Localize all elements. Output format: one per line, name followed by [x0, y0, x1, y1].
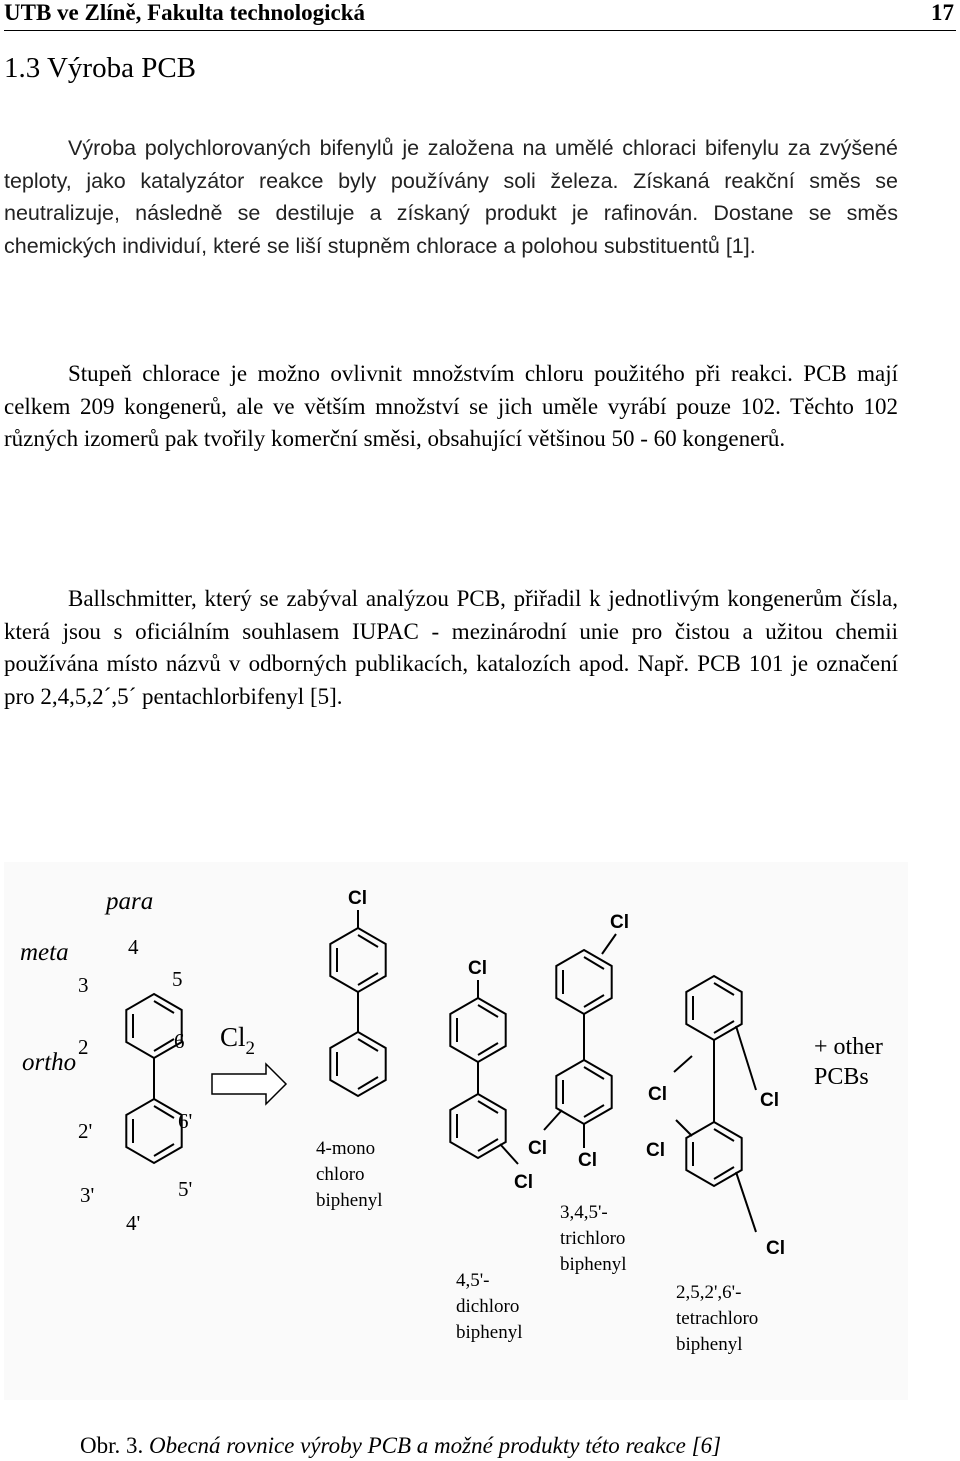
chlorine-label: Cl [646, 1140, 665, 1161]
caption-label: Obr. 3. [80, 1433, 144, 1458]
product-name-line: 4,5'- [456, 1270, 490, 1291]
chlorine-label: Cl [766, 1238, 785, 1259]
reaction-arrow [212, 1064, 286, 1104]
ring-number: 3' [80, 1183, 95, 1207]
product-name-line: 2,5,2',6'- [676, 1282, 742, 1303]
reaction-diagram [4, 862, 908, 1400]
chlorine-label: Cl [648, 1084, 667, 1105]
product-name-line: biphenyl [560, 1254, 627, 1275]
paragraph-1: Výroba polychlorovaných bifenylů je založena na umělé chloraci bifenylu za zvýšené teploty, jako katalyzátor reakce byly používány soli železa. Získaná reakční směs se neutralizuje, následně se destiluje a získaný produkt je rafinován. Dostane se směs chemických individuí, které se liší stupněm chlorace a polohou substituentů [1]. [4, 136, 898, 258]
chlorine-label: Cl [578, 1150, 597, 1171]
ring-number: 6 [174, 1029, 185, 1053]
label-ortho: ortho [22, 1049, 77, 1076]
ring-number: 2 [78, 1035, 89, 1059]
ring-number: 4' [126, 1211, 141, 1235]
reagent-cl2 [220, 1022, 255, 1059]
section-title: 1.3 Výroba PCB [4, 52, 197, 84]
header-institution: UTB ve Zlíně, Fakulta technologická [4, 0, 365, 25]
figure-caption [80, 1432, 721, 1460]
product-name-line: trichloro [560, 1228, 626, 1249]
product-name-line: tetrachloro [676, 1308, 759, 1329]
ring-number: 3 [78, 973, 89, 997]
other-pcbs-line: + other [814, 1034, 883, 1060]
label-para: para [106, 888, 154, 915]
reagent-subscript: 2 [245, 1038, 256, 1059]
product-name-line: biphenyl [456, 1322, 523, 1343]
ring-number: 4 [128, 935, 139, 959]
product-name-line: dichloro [456, 1296, 520, 1317]
chlorine-label: Cl [528, 1138, 547, 1159]
ring-number: 5' [178, 1177, 193, 1201]
ring-lower [126, 1099, 181, 1163]
running-header [4, 0, 956, 31]
chlorine-label: Cl [760, 1090, 779, 1111]
reactant-biphenyl [126, 994, 181, 1163]
label-meta: meta [20, 939, 69, 966]
ring-number: 6' [178, 1109, 193, 1133]
product-name-line: 4-mono [316, 1138, 376, 1159]
paragraph-3: Ballschmitter, který se zabýval analýzou PCB, přiřadil k jednotlivým kongenerům čísla, která jsou s oficiálním souhlasem IUPAC - mezinárodní unie pro čistou a užitou chemii používána místo názvů v odborných publikacích, katalozích apod. Např. PCB 101 je označení pro 2,4,5,2´,5´ pentachlorbifenyl [5]. [4, 586, 898, 709]
other-pcbs-line: PCBs [814, 1064, 869, 1090]
product-3-4-5-trichlorobiphenyl [528, 912, 629, 1275]
chlorine-label: Cl [514, 1172, 533, 1193]
product-4-5-dichlorobiphenyl [450, 958, 533, 1343]
ring-number: 5 [172, 967, 183, 991]
ring-number: 2' [78, 1119, 93, 1143]
chlorine-label: Cl [610, 912, 629, 933]
page-number: 17 [931, 0, 954, 25]
reagent-main: Cl [220, 1022, 246, 1052]
product-name-line: 3,4,5'- [560, 1202, 608, 1223]
product-name-line: biphenyl [676, 1334, 743, 1355]
paragraph-2: Stupeň chlorace je možno ovlivnit množstvím chloru použitého při reakci. PCB mají celkem 209 kongenerů, ale ve větším množství se jich uměle vyrábí pouze 102. Těchto 102 různých izomerů pak tvořily komerční směsi, obsahující většinou 50 - 60 kongenerů. [4, 361, 898, 451]
product-4-monochlorobiphenyl [316, 888, 386, 1211]
figure-pcb-reaction [4, 862, 908, 1400]
product-2-5-2-6-tetrachlorobiphenyl [646, 976, 785, 1355]
caption-text: Obecná rovnice výroby PCB a možné produkty této reakce [6] [149, 1433, 722, 1458]
chlorine-label: Cl [468, 958, 487, 979]
chlorine-label: Cl [348, 888, 367, 909]
product-name-line: chloro [316, 1164, 365, 1185]
product-name-line: biphenyl [316, 1190, 383, 1211]
